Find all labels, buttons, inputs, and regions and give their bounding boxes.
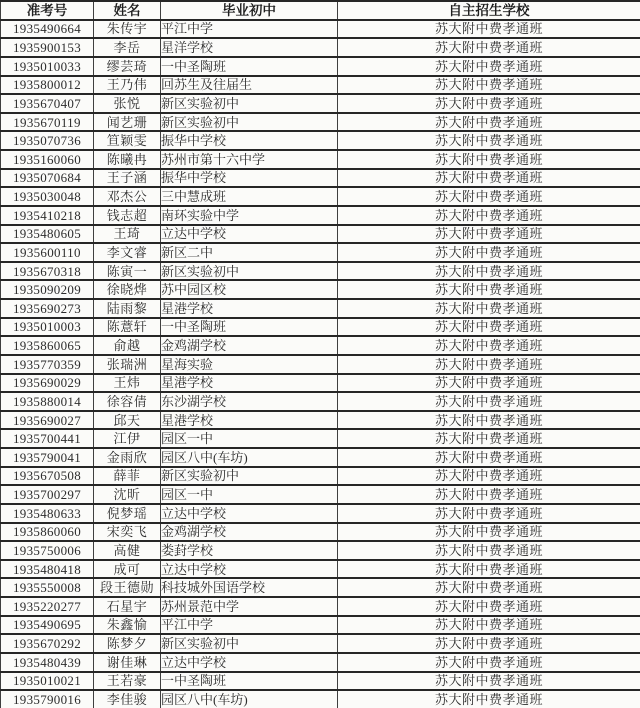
middle-school-cell: 园区一中 [161,429,338,448]
exam-number-cell: 1935550008 [1,578,94,597]
middle-school-cell: 园区八中(车坊) [161,690,338,708]
admission-school-cell: 苏大附中费孝通班 [338,467,640,486]
name-cell: 朱传宇 [94,20,161,39]
exam-number-cell: 1935700297 [1,485,94,504]
exam-number-cell: 1935480605 [1,225,94,244]
exam-number-cell: 1935410218 [1,206,94,225]
table-row [1,690,640,708]
name-cell: 俞越 [94,336,161,355]
exam-number-cell: 1935880014 [1,392,94,411]
middle-school-cell: 平江中学 [161,616,338,635]
table-row [1,299,640,318]
middle-school-cell: 星港学校 [161,411,338,430]
name-cell: 李岳 [94,38,161,57]
column-header-name: 姓名 [94,1,161,20]
middle-school-cell: 苏州市第十六中学 [161,150,338,169]
middle-school-cell: 一中圣陶班 [161,57,338,76]
table-row [1,485,640,504]
middle-school-cell: 立达中学校 [161,504,338,523]
table-body [1,20,640,708]
exam-number-cell: 1935790016 [1,690,94,708]
table-row [1,448,640,467]
admission-school-cell: 苏大附中费孝通班 [338,225,640,244]
column-header-admission-school: 自主招生学校 [338,1,640,20]
admission-school-cell: 苏大附中费孝通班 [338,392,640,411]
admission-school-cell: 苏大附中费孝通班 [338,38,640,57]
admission-school-cell: 苏大附中费孝通班 [338,597,640,616]
admission-school-cell: 苏大附中费孝通班 [338,485,640,504]
exam-number-cell: 1935010033 [1,57,94,76]
admission-school-cell: 苏大附中费孝通班 [338,336,640,355]
table-row [1,318,640,337]
exam-number-cell: 1935690029 [1,374,94,393]
table-row [1,57,640,76]
exam-number-cell: 1935690027 [1,411,94,430]
exam-number-cell: 1935670292 [1,634,94,653]
exam-number-cell: 1935770359 [1,355,94,374]
table-row [1,206,640,225]
name-cell: 谢佳琳 [94,653,161,672]
name-cell: 李文睿 [94,243,161,262]
exam-number-cell: 1935670407 [1,94,94,113]
middle-school-cell: 娄葑学校 [161,541,338,560]
admission-school-cell: 苏大附中费孝通班 [338,355,640,374]
name-cell: 王乃伟 [94,76,161,95]
exam-number-cell: 1935750006 [1,541,94,560]
middle-school-cell: 园区八中(车坊) [161,448,338,467]
admission-school-cell: 苏大附中费孝通班 [338,374,640,393]
exam-number-cell: 1935490664 [1,20,94,39]
name-cell: 钱志超 [94,206,161,225]
middle-school-cell: 金鸡湖学校 [161,523,338,542]
middle-school-cell: 一中圣陶班 [161,318,338,337]
exam-number-cell: 1935790041 [1,448,94,467]
name-cell: 朱鑫愉 [94,616,161,635]
middle-school-cell: 星海实验 [161,355,338,374]
table-row [1,504,640,523]
name-cell: 宋奕飞 [94,523,161,542]
exam-number-cell: 1935070684 [1,169,94,188]
middle-school-cell: 园区一中 [161,485,338,504]
table-row [1,150,640,169]
table-row [1,392,640,411]
middle-school-cell: 星港学校 [161,374,338,393]
exam-number-cell: 1935090209 [1,280,94,299]
name-cell: 沈昕 [94,485,161,504]
admission-school-cell: 苏大附中费孝通班 [338,429,640,448]
middle-school-cell: 新区二中 [161,243,338,262]
middle-school-cell: 金鸡湖学校 [161,336,338,355]
table-row [1,243,640,262]
middle-school-cell: 南环实验中学 [161,206,338,225]
admission-school-cell: 苏大附中费孝通班 [338,672,640,691]
table-row [1,20,640,39]
exam-number-cell: 1935700441 [1,429,94,448]
name-cell: 王琦 [94,225,161,244]
name-cell: 李佳骏 [94,690,161,708]
exam-number-cell: 1935670119 [1,113,94,132]
table-row [1,336,640,355]
admission-school-cell: 苏大附中费孝通班 [338,262,640,281]
name-cell: 江伊 [94,429,161,448]
table-row [1,616,640,635]
exam-number-cell: 1935800012 [1,76,94,95]
exam-number-cell: 1935010003 [1,318,94,337]
table-row [1,429,640,448]
name-cell: 石星宇 [94,597,161,616]
table-row [1,374,640,393]
name-cell: 王炜 [94,374,161,393]
middle-school-cell: 平江中学 [161,20,338,39]
admission-school-cell: 苏大附中费孝通班 [338,523,640,542]
middle-school-cell: 立达中学校 [161,560,338,579]
table-row [1,597,640,616]
middle-school-cell: 新区实验初中 [161,262,338,281]
exam-number-cell: 1935480439 [1,653,94,672]
exam-number-cell: 1935490695 [1,616,94,635]
name-cell: 金雨欣 [94,448,161,467]
name-cell: 徐晓烨 [94,280,161,299]
middle-school-cell: 立达中学校 [161,653,338,672]
exam-number-cell: 1935670508 [1,467,94,486]
middle-school-cell: 立达中学校 [161,225,338,244]
name-cell: 徐容倩 [94,392,161,411]
name-cell: 段王德勋 [94,578,161,597]
admission-school-cell: 苏大附中费孝通班 [338,57,640,76]
admission-school-cell: 苏大附中费孝通班 [338,94,640,113]
middle-school-cell: 回苏生及往届生 [161,76,338,95]
column-header-middle-school: 毕业初中 [161,1,338,20]
table-row [1,560,640,579]
name-cell: 邱天 [94,411,161,430]
exam-number-cell: 1935030048 [1,187,94,206]
table-row [1,653,640,672]
name-cell: 缪芸琦 [94,57,161,76]
name-cell: 邓杰公 [94,187,161,206]
name-cell: 陈曦冉 [94,150,161,169]
name-cell: 陆雨黎 [94,299,161,318]
admission-school-cell: 苏大附中费孝通班 [338,634,640,653]
middle-school-cell: 新区实验初中 [161,94,338,113]
exam-number-cell: 1935900153 [1,38,94,57]
middle-school-cell: 新区实验初中 [161,634,338,653]
table-row [1,523,640,542]
table-row [1,411,640,430]
exam-number-cell: 1935600110 [1,243,94,262]
admission-school-cell: 苏大附中费孝通班 [338,411,640,430]
table-row [1,262,640,281]
table-row [1,225,640,244]
exam-number-cell: 1935070736 [1,131,94,150]
name-cell: 倪梦瑶 [94,504,161,523]
admission-school-cell: 苏大附中费孝通班 [338,690,640,708]
exam-number-cell: 1935010021 [1,672,94,691]
exam-number-cell: 1935670318 [1,262,94,281]
admission-school-cell: 苏大附中费孝通班 [338,504,640,523]
exam-number-cell: 1935220277 [1,597,94,616]
middle-school-cell: 振华中学校 [161,131,338,150]
name-cell: 张瑞洲 [94,355,161,374]
table-row [1,541,640,560]
admission-school-cell: 苏大附中费孝通班 [338,243,640,262]
table-row [1,467,640,486]
table-row [1,94,640,113]
name-cell: 陈寅一 [94,262,161,281]
name-cell: 陈梦夕 [94,634,161,653]
middle-school-cell: 振华中学校 [161,169,338,188]
table-row [1,280,640,299]
admission-school-cell: 苏大附中费孝通班 [338,150,640,169]
table-row [1,131,640,150]
admission-school-cell: 苏大附中费孝通班 [338,187,640,206]
admission-school-cell: 苏大附中费孝通班 [338,653,640,672]
middle-school-cell: 一中圣陶班 [161,672,338,691]
middle-school-cell: 苏中园区校 [161,280,338,299]
middle-school-cell: 星港学校 [161,299,338,318]
name-cell: 高健 [94,541,161,560]
table-row [1,76,640,95]
name-cell: 王子涵 [94,169,161,188]
table-row [1,634,640,653]
table-row [1,355,640,374]
name-cell: 闻艺珊 [94,113,161,132]
name-cell: 陈薏轩 [94,318,161,337]
admission-school-cell: 苏大附中费孝通班 [338,578,640,597]
middle-school-cell: 苏州景范中学 [161,597,338,616]
admission-school-cell: 苏大附中费孝通班 [338,76,640,95]
name-cell: 成可 [94,560,161,579]
admission-school-cell: 苏大附中费孝通班 [338,448,640,467]
exam-number-cell: 1935860060 [1,523,94,542]
middle-school-cell: 三中慧成班 [161,187,338,206]
admission-school-cell: 苏大附中费孝通班 [338,113,640,132]
admission-school-cell: 苏大附中费孝通班 [338,299,640,318]
table-row [1,38,640,57]
admission-school-cell: 苏大附中费孝通班 [338,206,640,225]
admission-school-cell: 苏大附中费孝通班 [338,541,640,560]
table-row [1,169,640,188]
admission-school-cell: 苏大附中费孝通班 [338,616,640,635]
table-row [1,113,640,132]
middle-school-cell: 科技城外国语学校 [161,578,338,597]
name-cell: 张悦 [94,94,161,113]
table-row [1,672,640,691]
middle-school-cell: 东沙湖学校 [161,392,338,411]
table-row [1,187,640,206]
exam-number-cell: 1935690273 [1,299,94,318]
admission-school-cell: 苏大附中费孝通班 [338,131,640,150]
name-cell: 王若豪 [94,672,161,691]
name-cell: 笪颖雯 [94,131,161,150]
admission-school-cell: 苏大附中费孝通班 [338,280,640,299]
admission-school-cell: 苏大附中费孝通班 [338,169,640,188]
name-cell: 薛菲 [94,467,161,486]
middle-school-cell: 星洋学校 [161,38,338,57]
middle-school-cell: 新区实验初中 [161,467,338,486]
table-row [1,578,640,597]
middle-school-cell: 新区实验初中 [161,113,338,132]
exam-number-cell: 1935860065 [1,336,94,355]
exam-number-cell: 1935160060 [1,150,94,169]
admission-school-cell: 苏大附中费孝通班 [338,560,640,579]
header-row [1,1,640,20]
exam-number-cell: 1935480418 [1,560,94,579]
admission-school-cell: 苏大附中费孝通班 [338,318,640,337]
column-header-exam-number: 准考号 [1,1,94,20]
exam-number-cell: 1935480633 [1,504,94,523]
admission-school-cell: 苏大附中费孝通班 [338,20,640,39]
